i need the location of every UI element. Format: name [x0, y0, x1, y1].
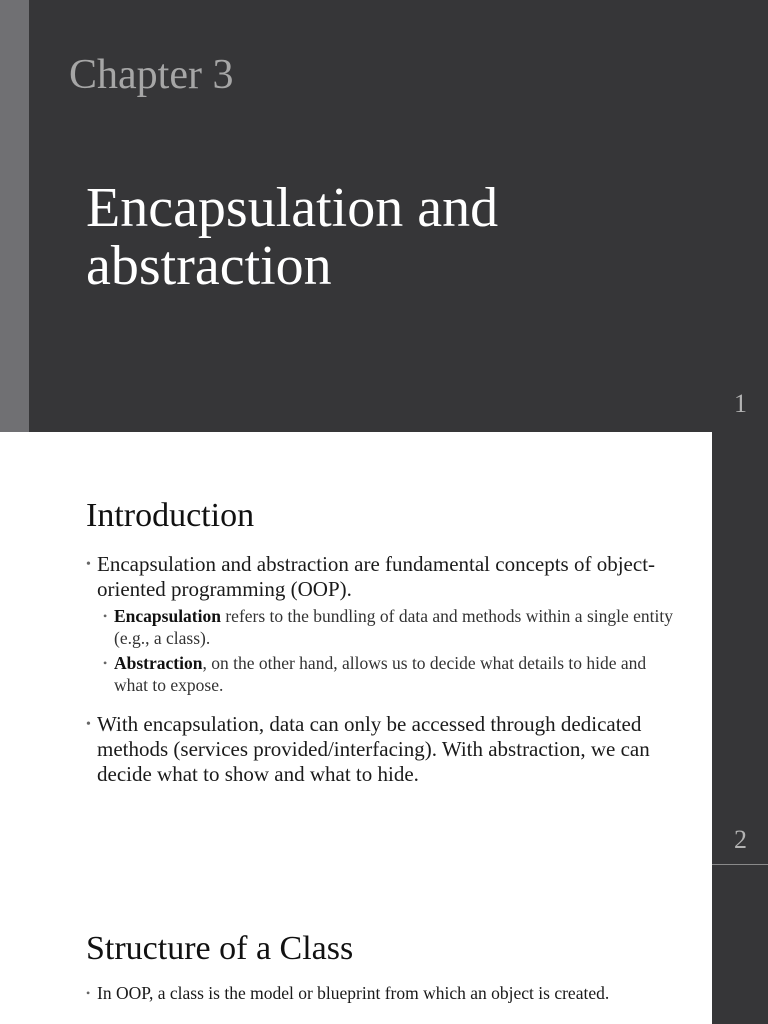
side-bar — [712, 432, 768, 866]
slide-title — [86, 177, 706, 297]
slide-1-title — [0, 0, 768, 432]
bullet-text: In OOP, a class is the model or blueprint from which an object is created. — [97, 983, 610, 1003]
slide-heading: Introduction — [86, 497, 255, 534]
accent-stripe — [0, 0, 29, 432]
bullet-icon: • — [103, 609, 108, 623]
bullet-icon: • — [103, 656, 108, 670]
sub-bullet-item — [103, 606, 676, 649]
bullet-text: Encapsulation and abstraction are fundamental concepts of object-oriented programming (OOP). — [97, 552, 656, 601]
divider — [712, 864, 768, 865]
chapter-label: Chapter 3 — [69, 52, 234, 98]
side-bar — [712, 866, 768, 1024]
slide-3-structure — [0, 866, 768, 1024]
bullet-item — [86, 552, 676, 602]
bullet-list — [86, 552, 676, 787]
term-abstraction: Abstraction — [114, 653, 203, 673]
bullet-icon: • — [86, 717, 91, 732]
slide-number: 2 — [734, 825, 747, 854]
slide-title-line-2: abstraction — [86, 234, 332, 297]
bullet-item — [86, 712, 676, 787]
term-encapsulation: Encapsulation — [114, 606, 221, 626]
sub-bullet-item — [103, 653, 676, 696]
sub-bullet-text: refers to the bundling of data and methods within a single entity (e.g., a class). — [114, 606, 673, 648]
sub-bullet-text: , on the other hand, allows us to decide what details to hide and what to expose. — [114, 653, 647, 695]
bullet-icon: • — [86, 986, 91, 1000]
slide-title-line-1: Encapsulation and — [86, 177, 499, 239]
bullet-text: With encapsulation, data can only be accessed through dedicated methods (services provided/interfacing). With abstraction, we can decide what to show and what to hide. — [97, 712, 650, 786]
bullet-item — [86, 983, 626, 1004]
slide-heading: Structure of a Class — [86, 930, 354, 967]
slide-number: 1 — [734, 389, 747, 418]
bullet-icon: • — [86, 557, 91, 572]
bullet-list — [86, 983, 626, 1004]
slide-2-introduction — [0, 432, 768, 866]
